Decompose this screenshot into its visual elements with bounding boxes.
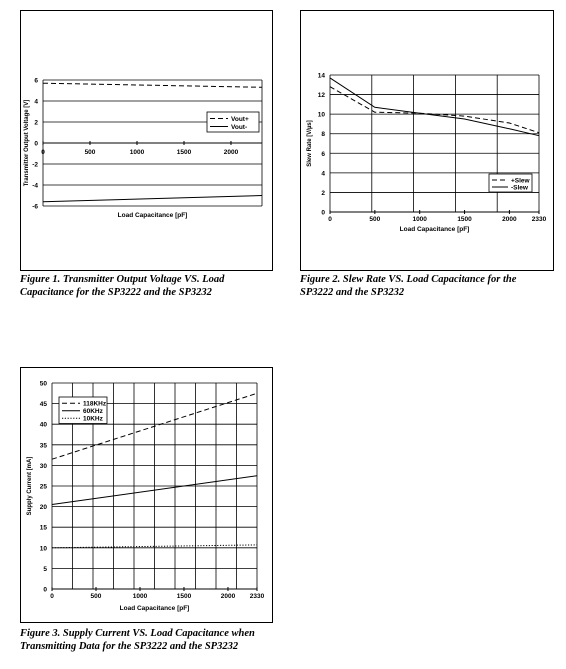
x-tick-label: 1000 bbox=[129, 149, 145, 156]
y-tick-label: 6 bbox=[321, 150, 325, 158]
figure-1-caption bbox=[20, 273, 280, 299]
y-axis-label: Slew Rate [V/µs] bbox=[307, 120, 313, 167]
x-tick-label: 500 bbox=[90, 593, 102, 600]
legend-label: 118KHz bbox=[83, 400, 107, 408]
x-tick-label: 1500 bbox=[457, 216, 472, 223]
y-axis-label: Supply Current [mA] bbox=[27, 456, 33, 516]
legend-label: Vout+ bbox=[231, 115, 249, 123]
series-line bbox=[330, 78, 539, 136]
series-line bbox=[330, 87, 539, 133]
y-tick-label: -2 bbox=[32, 161, 38, 169]
x-tick-label: 1000 bbox=[412, 216, 427, 223]
y-tick-label: -6 bbox=[32, 203, 38, 211]
x-axis-label: Load Capacitance [pF] bbox=[119, 605, 190, 612]
caption-line: Figure 1. Transmitter Output Voltage VS. Load bbox=[20, 274, 225, 285]
y-tick-label: 45 bbox=[39, 401, 47, 409]
y-tick-label: 10 bbox=[317, 111, 325, 119]
x-axis-label: Load Capacitance [pF] bbox=[399, 226, 470, 233]
y-tick-label: 25 bbox=[39, 483, 47, 491]
y-tick-label: 0 bbox=[321, 209, 325, 217]
y-tick-label: 4 bbox=[34, 98, 38, 106]
y-tick-label: 40 bbox=[39, 421, 47, 429]
y-tick-label: 2 bbox=[321, 189, 325, 197]
x-tick-label: 1500 bbox=[176, 149, 192, 156]
x-tick-label: 500 bbox=[369, 216, 381, 223]
y-tick-label: 5 bbox=[43, 565, 47, 573]
caption-line: Transmitting Data for the SP3222 and the SP3232 bbox=[20, 641, 239, 652]
x-tick-label: 2000 bbox=[220, 593, 236, 600]
figure-2-caption bbox=[300, 273, 562, 299]
y-axis-label: Transmitter Output Voltage [V] bbox=[24, 99, 30, 187]
y-tick-label: 0 bbox=[34, 140, 38, 148]
y-tick-label: 8 bbox=[321, 131, 325, 139]
y-tick-label: 15 bbox=[39, 524, 47, 532]
x-tick-label: 1500 bbox=[176, 593, 192, 600]
y-tick-label: 2 bbox=[34, 119, 38, 127]
series-line bbox=[43, 196, 262, 202]
x-tick-label: 2330 bbox=[531, 216, 547, 223]
legend-label: -Slew bbox=[511, 184, 528, 192]
chart-transmitter-output-voltage bbox=[21, 11, 272, 270]
x-tick-label: 2330 bbox=[249, 593, 265, 600]
chart-slew-rate bbox=[301, 11, 553, 270]
x-tick-label: 1000 bbox=[132, 593, 148, 600]
x-tick-label: 0 bbox=[41, 149, 45, 156]
legend-label: 60KHz bbox=[83, 408, 103, 416]
caption-line: Figure 2. Slew Rate VS. Load Capacitance for the bbox=[300, 274, 517, 285]
y-tick-label: 0 bbox=[43, 586, 47, 594]
y-tick-label: 10 bbox=[39, 545, 47, 553]
caption-line: Capacitance for the SP3222 and the SP3232 bbox=[20, 287, 212, 298]
x-tick-label: 2000 bbox=[223, 149, 239, 156]
legend-label: Vout- bbox=[231, 123, 248, 131]
x-tick-label: 2000 bbox=[502, 216, 517, 223]
x-axis-label: Load Capacitance [pF] bbox=[117, 212, 188, 219]
y-tick-label: 30 bbox=[39, 462, 47, 470]
chart-panel-3 bbox=[20, 367, 273, 623]
x-tick-label: 0 bbox=[50, 593, 54, 600]
y-tick-label: 14 bbox=[317, 72, 325, 80]
legend-label: 10KHz bbox=[83, 415, 103, 423]
x-tick-label: 500 bbox=[84, 149, 96, 156]
x-tick-label: 0 bbox=[328, 216, 332, 223]
caption-line: SP3222 and the SP3232 bbox=[300, 287, 405, 298]
y-tick-label: 50 bbox=[39, 380, 47, 388]
figure-3-caption bbox=[20, 627, 300, 653]
y-tick-label: 4 bbox=[321, 170, 325, 178]
legend-label: +Slew bbox=[511, 177, 530, 185]
series-line bbox=[43, 83, 262, 87]
y-tick-label: 35 bbox=[39, 442, 47, 450]
chart-panel-1 bbox=[20, 10, 273, 271]
y-tick-label: 20 bbox=[39, 504, 47, 512]
y-tick-label: -4 bbox=[32, 182, 38, 190]
y-tick-label: 6 bbox=[34, 77, 38, 85]
y-tick-label: 12 bbox=[317, 92, 325, 100]
chart-supply-current bbox=[21, 368, 272, 622]
caption-line: Figure 3. Supply Current VS. Load Capacitance when bbox=[20, 628, 255, 639]
chart-panel-2 bbox=[300, 10, 554, 271]
